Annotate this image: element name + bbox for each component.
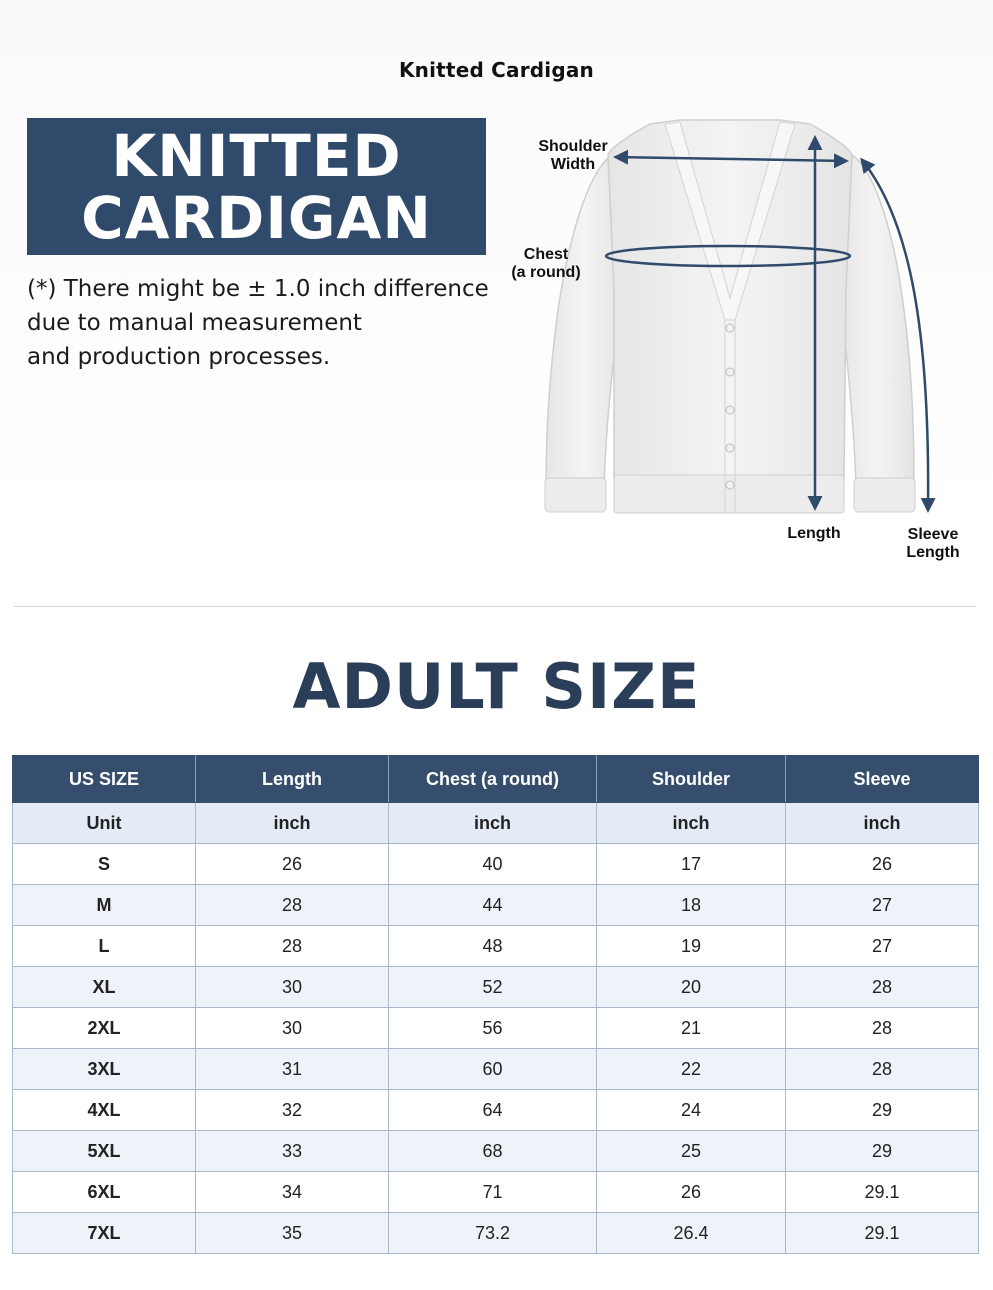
header-length: Length [196, 756, 389, 803]
section-divider [14, 606, 976, 607]
sleeve-cell: 28 [786, 967, 979, 1008]
note-line-2: due to manual measurement [27, 310, 362, 336]
size-cell: 4XL [13, 1090, 196, 1131]
note-line-1: (*) There might be ± 1.0 inch difference [27, 276, 489, 302]
unit-cell: inch [786, 803, 979, 844]
chest-cell: 52 [389, 967, 597, 1008]
table-row [13, 1049, 979, 1090]
table-row [13, 1213, 979, 1254]
chest-cell: 48 [389, 926, 597, 967]
sleeve-cell: 27 [786, 926, 979, 967]
length-label: Length [787, 525, 841, 542]
sleeve-cell: 29 [786, 1131, 979, 1172]
note-line-3: and production processes. [27, 344, 331, 370]
table-header-row [13, 756, 979, 803]
size-cell: XL [13, 967, 196, 1008]
sleeve-cell: 26 [786, 844, 979, 885]
table-row [13, 1008, 979, 1049]
size-cell: 3XL [13, 1049, 196, 1090]
length-cell: 28 [196, 926, 389, 967]
left-cuff [545, 478, 606, 512]
shoulder-cell: 18 [597, 885, 786, 926]
chest-cell: 60 [389, 1049, 597, 1090]
header-chest: Chest (a round) [389, 756, 597, 803]
size-cell: M [13, 885, 196, 926]
unit-cell: inch [196, 803, 389, 844]
length-cell: 28 [196, 885, 389, 926]
length-cell: 32 [196, 1090, 389, 1131]
length-cell: 30 [196, 967, 389, 1008]
table-row [13, 1172, 979, 1213]
size-cell: 5XL [13, 1131, 196, 1172]
length-cell: 35 [196, 1213, 389, 1254]
banner-line-2: CARDIGAN [81, 183, 432, 252]
shoulder-cell: 17 [597, 844, 786, 885]
unit-row [13, 803, 979, 844]
table-row [13, 844, 979, 885]
unit-cell: inch [597, 803, 786, 844]
chest-cell: 73.2 [389, 1213, 597, 1254]
cardigan-illustration [500, 110, 980, 580]
length-cell: 30 [196, 1008, 389, 1049]
size-cell: 2XL [13, 1008, 196, 1049]
length-cell: 33 [196, 1131, 389, 1172]
shoulder-cell: 21 [597, 1008, 786, 1049]
header-us-size: US SIZE [13, 756, 196, 803]
shoulder-cell: 22 [597, 1049, 786, 1090]
table-row [13, 967, 979, 1008]
product-banner [27, 118, 486, 255]
sleeve-cell: 27 [786, 885, 979, 926]
section-heading: ADULT SIZE [292, 650, 701, 723]
sleeve-length-label: Sleeve Length [906, 526, 960, 561]
size-cell: L [13, 926, 196, 967]
length-cell: 31 [196, 1049, 389, 1090]
size-cell: 7XL [13, 1213, 196, 1254]
shoulder-cell: 26.4 [597, 1213, 786, 1254]
chest-cell: 56 [389, 1008, 597, 1049]
shoulder-cell: 26 [597, 1172, 786, 1213]
length-cell: 34 [196, 1172, 389, 1213]
cardigan-measurement-diagram [500, 110, 980, 580]
chest-cell: 40 [389, 844, 597, 885]
chest-label: Chest (a round) [511, 246, 581, 281]
sleeve-cell: 29.1 [786, 1213, 979, 1254]
shoulder-cell: 20 [597, 967, 786, 1008]
measurement-note [27, 272, 497, 374]
size-cell: 6XL [13, 1172, 196, 1213]
page-title: Knitted Cardigan [398, 58, 595, 82]
table-row [13, 1090, 979, 1131]
table-row [13, 1131, 979, 1172]
header-shoulder: Shoulder [597, 756, 786, 803]
right-cuff [854, 478, 915, 512]
size-cell: S [13, 844, 196, 885]
chest-cell: 64 [389, 1090, 597, 1131]
shoulder-width-label: Shoulder Width [538, 138, 608, 173]
table-row [13, 926, 979, 967]
shoulder-cell: 19 [597, 926, 786, 967]
sleeve-cell: 28 [786, 1008, 979, 1049]
chest-cell: 68 [389, 1131, 597, 1172]
banner-line-1: KNITTED [111, 121, 402, 190]
header-sleeve: Sleeve [786, 756, 979, 803]
shoulder-cell: 25 [597, 1131, 786, 1172]
chest-cell: 44 [389, 885, 597, 926]
sleeve-cell: 29 [786, 1090, 979, 1131]
shoulder-cell: 24 [597, 1090, 786, 1131]
sleeve-cell: 29.1 [786, 1172, 979, 1213]
size-table [12, 755, 979, 1254]
right-sleeve [840, 155, 914, 485]
chest-cell: 71 [389, 1172, 597, 1213]
length-cell: 26 [196, 844, 389, 885]
sleeve-cell: 28 [786, 1049, 979, 1090]
unit-cell: inch [389, 803, 597, 844]
table-row [13, 885, 979, 926]
unit-label: Unit [13, 803, 196, 844]
